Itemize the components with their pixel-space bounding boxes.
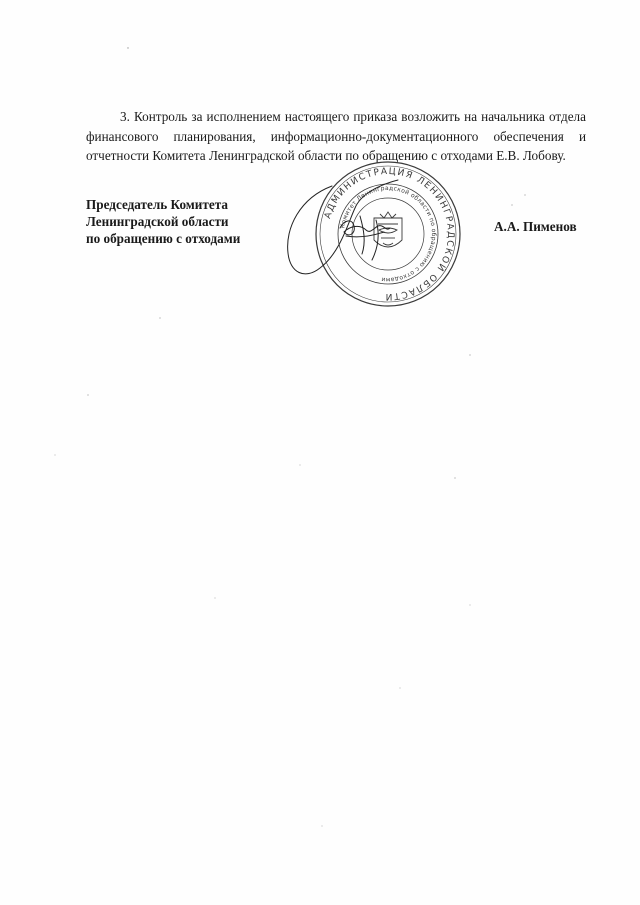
signatory-title [86, 196, 240, 247]
signatory-title-line-2: Ленинградской области [86, 214, 229, 229]
official-seal-stamp [316, 162, 460, 306]
paragraph-item-3: 3. Контроль за исполнением настоящего приказа возложить на начальника отдела финансового планирования, информационно-документационного обеспечения и отчетности Комитета Ленинградской области по обращению с отходами Е.В. Лобову. [86, 109, 586, 164]
signatory-title-line-3: по обращению с отходами [86, 231, 241, 246]
signatory-title-line-1: Председатель Комитета [86, 197, 228, 212]
seal-and-signature [280, 166, 500, 302]
svg-text:Комитет Ленинградской области: Комитет Ленинградской области по обращению с отходами [339, 184, 438, 284]
svg-text:АДМИНИСТРАЦИЯ ЛЕНИНГРАДСКОЙ ОБ: АДМИНИСТРАЦИЯ ЛЕНИНГРАДСКОЙ ОБЛАСТИ [323, 166, 456, 302]
signatory-name: А.А. Пименов [494, 219, 577, 234]
